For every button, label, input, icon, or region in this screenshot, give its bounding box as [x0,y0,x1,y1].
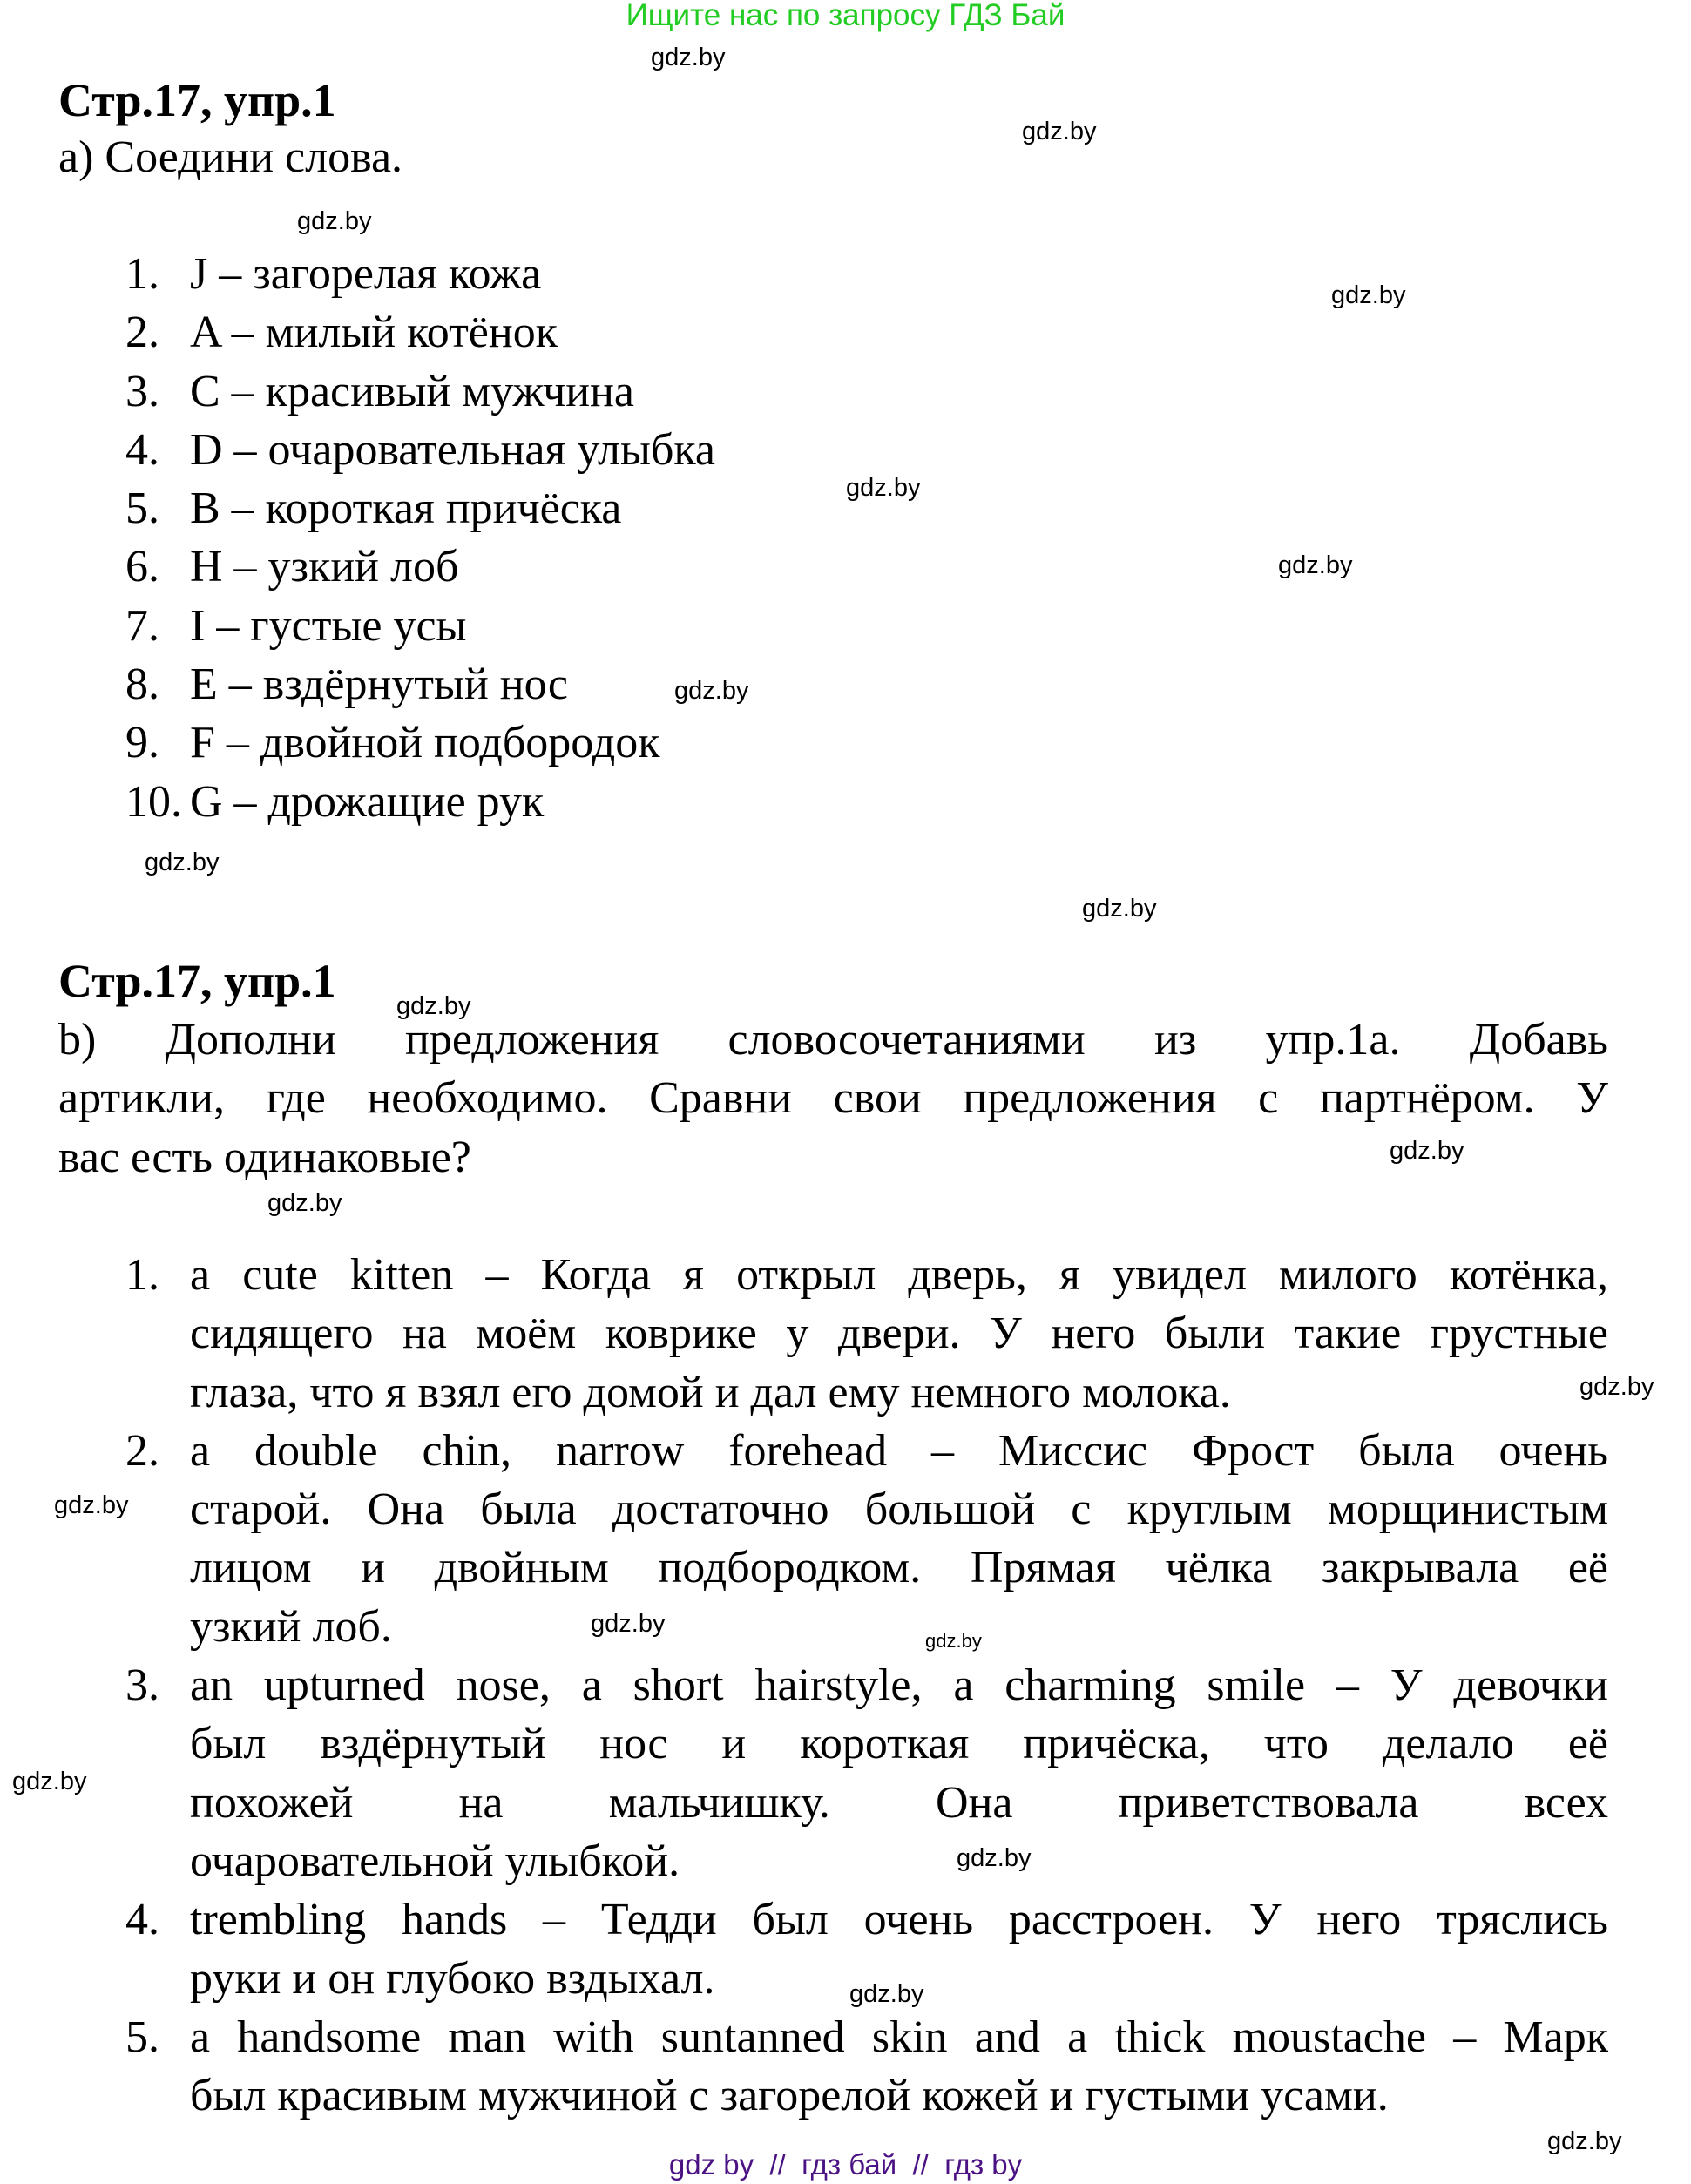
item-number: 9. [125,718,159,768]
watermark-text: gdz.by [674,677,749,705]
watermark-text: gdz.by [1022,118,1097,145]
watermark-text: gdz.by [12,1768,87,1795]
list-item [125,421,997,479]
text-line: был вздёрнутый нос и короткая причёска, что делало её [190,1719,1608,1769]
item-text: B – короткая причёска [190,483,622,534]
watermark-text: gdz.by [1082,895,1157,923]
watermark-text: gdz.by [267,1189,342,1217]
item-text: F – двойной подбородок [190,718,660,768]
item-number: 3. [125,366,159,416]
footer [0,2146,1691,2184]
watermark-text: gdz.by [846,474,921,502]
item-text [190,2008,1608,2126]
text-line: trembling hands – Тедди был очень расстроен. У него тряслись [190,1895,1608,1945]
item-number: 3. [125,1660,159,1711]
text-line: узкий лоб. [190,1601,392,1652]
watermark-text: gdz.by [297,207,372,235]
item-number: 7. [125,600,159,651]
footer-link-gdz-by[interactable]: gdz by [668,2148,754,2181]
item-text [190,1656,1608,1890]
item-text: H – узкий лоб [190,542,459,592]
text-line: a handsome man with suntanned skin and a thick moustache – Марк [190,2012,1608,2062]
text-line: был красивым мужчиной с загорелой кожей и густыми усами. [190,2071,1389,2121]
instruction-line: вас есть одинаковые? [58,1132,471,1182]
section-b-instruction [58,1011,1608,1187]
list-item [125,713,997,772]
text-line: сидящего на моём коврике у двери. У него были такие грустные [190,1308,1608,1359]
item-text [190,1246,1608,1422]
instruction-line: артикли, где необходимо. Сравни свои предложения с партнёром. У [58,1073,1608,1124]
item-number: 10. [125,776,182,827]
text-line: очаровательной улыбкой. [190,1836,680,1886]
list-item [125,597,997,655]
item-text: I – густые усы [190,600,467,651]
instruction-line: b) Дополни предложения словосочетаниями из упр.1а. Добавь [58,1015,1608,1065]
text-line: лицом и двойным подбородком. Прямая чёлка закрывала её [190,1543,1608,1593]
list-item [125,1246,1608,1422]
footer-separator: // [912,2148,929,2181]
item-number: 2. [125,308,159,358]
watermark-text: gdz.by [925,1630,982,1652]
footer-link-gdz-by-cyr[interactable]: гдз by [944,2148,1023,2181]
item-number: 5. [125,483,159,534]
item-number: 2. [125,1425,159,1476]
item-number: 1. [125,1250,159,1300]
search-banner: Ищите нас по запросу ГДЗ Бай [626,0,1065,32]
watermark-text: gdz.by [1547,2127,1622,2155]
item-number: 8. [125,659,159,710]
list-item [125,1422,1608,1656]
item-text: G – дрожащие рук [190,776,545,827]
text-line: a cute kitten – Когда я открыл дверь, я увидел милого котёнка, [190,1250,1608,1300]
item-number: 5. [125,2012,159,2062]
text-line: похожей на мальчишку. Она приветствовала всех [190,1777,1608,1828]
item-number: 4. [125,1895,159,1945]
watermark-text: gdz.by [1278,551,1353,579]
text-line: руки и он глубоко вздыхал. [190,1953,715,2004]
text-line: глаза, что я взял его домой и дал ему немного молока. [190,1367,1231,1417]
watermark-text: gdz.by [1390,1137,1464,1165]
footer-separator: // [769,2148,786,2181]
watermark-text: gdz.by [145,849,220,876]
watermark-text: gdz.by [957,1844,1032,1872]
list-item [125,362,997,421]
watermark-text: gdz.by [591,1610,666,1638]
matching-list [125,245,997,831]
watermark-text: gdz.by [651,44,726,71]
watermark-text: gdz.by [1579,1373,1654,1401]
watermark-text: gdz.by [849,1980,924,2008]
text-line: старой. Она была достаточно большой с круглым морщинистым [190,1484,1608,1535]
item-text: D – очаровательная улыбка [190,424,715,475]
text-line: a double chin, narrow forehead – Миссис Фрост была очень [190,1425,1608,1476]
list-item [125,245,997,303]
item-number: 6. [125,542,159,592]
watermark-text: gdz.by [54,1491,129,1519]
section-a-instruction: а) Соедини слова. [58,132,403,182]
footer-link-gdz-bai[interactable]: гдз бай [802,2148,897,2181]
item-number: 1. [125,249,159,299]
item-text: A – милый котёнок [190,308,558,358]
list-item [125,655,997,713]
list-item [125,2008,1608,2126]
item-number: 4. [125,424,159,475]
list-item [125,303,997,362]
watermark-text: gdz.by [396,992,471,1020]
section-a-title: Стр.17, упр.1 [58,74,336,126]
list-item [125,1656,1608,1890]
list-item [125,773,997,831]
item-text: C – красивый мужчина [190,366,634,416]
section-b-title: Стр.17, упр.1 [58,955,336,1007]
item-text [190,1422,1608,1656]
list-item [125,538,997,596]
item-text: J – загорелая кожа [190,249,542,299]
item-text: E – вздёрнутый нос [190,659,568,710]
text-line: an upturned nose, a short hairstyle, a charming smile – У девочки [190,1660,1608,1711]
watermark-text: gdz.by [1331,281,1406,309]
